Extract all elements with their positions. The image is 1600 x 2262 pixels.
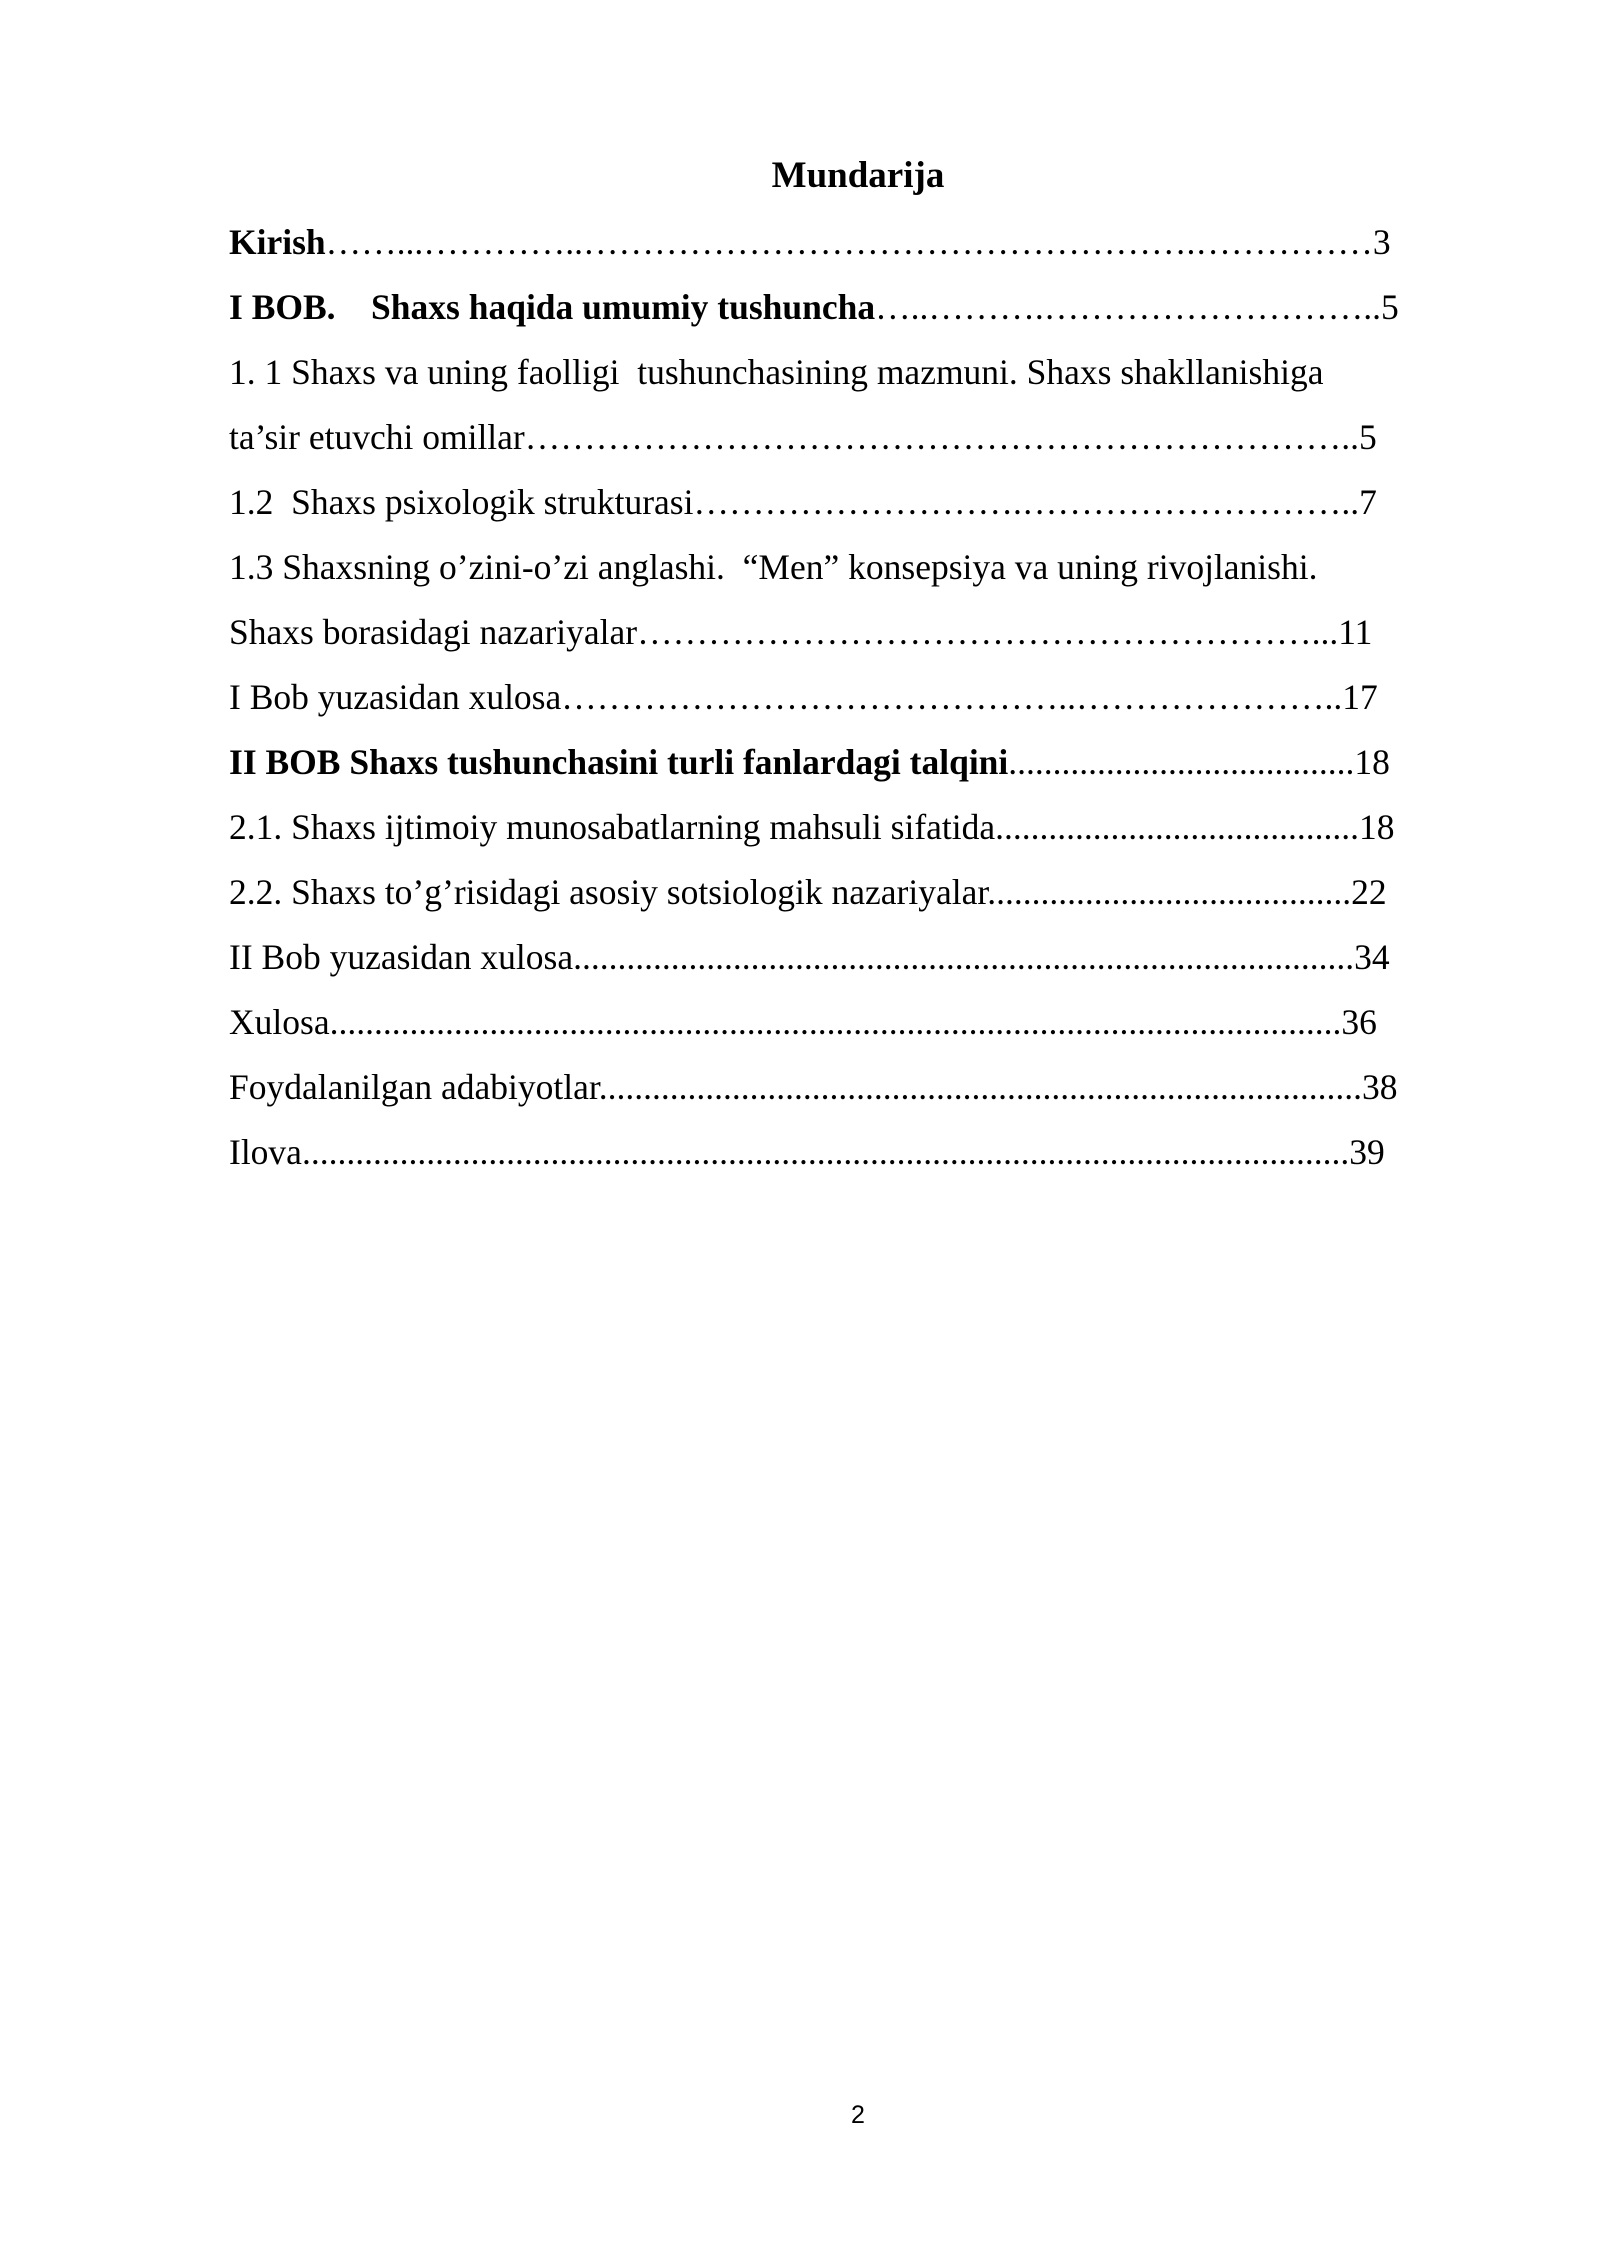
toc-entry-text: II Bob yuzasidan xulosa: [229, 937, 574, 977]
toc-title: Mundarija: [771, 155, 945, 196]
toc-entry-section-1-1: [229, 340, 1489, 405]
toc-entry-conclusion: [229, 990, 1489, 1055]
toc-entry-text: Xulosa: [229, 1002, 330, 1042]
toc-entry-text: II BOB Shaxs tushunchasini turli fanlardagi talqini: [229, 742, 1009, 782]
toc-entry-leader: ..................................................................................................................: [329, 1002, 1342, 1042]
toc-entry-leader: .........................................: [987, 872, 1352, 912]
toc-entry-text: 2.1. Shaxs ijtimoiy munosabatlarning mahsuli sifatida: [229, 807, 996, 847]
toc-entry-leader: ......................................................................................: [598, 1067, 1362, 1107]
toc-entry-section-2-2: [229, 860, 1489, 925]
toc-entry-section-1-3: [229, 535, 1489, 600]
toc-entry-chapter-1: [229, 275, 1489, 340]
toc-entry-section-1-1-continued: [229, 405, 1489, 470]
toc-entry-page: 7: [1359, 482, 1377, 522]
toc-entry-references: [229, 1055, 1489, 1120]
toc-entry-text: 1.3 Shaxsning o’zini-o’zi anglashi. “Men” konsepsiya va uning rivojlanishi.: [229, 547, 1318, 587]
toc-entry-page: 38: [1361, 1067, 1398, 1107]
toc-entry-leader: ......................................................................................................................: [301, 1132, 1350, 1172]
toc-entry-text: Kirish: [229, 222, 326, 262]
toc-entry-page: 18: [1359, 807, 1395, 847]
toc-entry-text: 1.2 Shaxs psixologik strukturasi: [229, 482, 694, 522]
toc-entry-leader: ……………………………………………………………..: [524, 417, 1360, 457]
toc-entry-kirish: [229, 210, 1489, 275]
toc-entry-leader: ……………………………………..…………………..: [561, 677, 1343, 717]
toc-entry-section-1-2: [229, 470, 1489, 535]
toc-entry-chapter-1-conclusion: [229, 665, 1489, 730]
toc-entry-page: 17: [1342, 677, 1378, 717]
toc-entry-text: ta’sir etuvchi omillar: [229, 417, 525, 457]
toc-entry-page: 3: [1372, 222, 1391, 262]
toc-entry-text: Shaxs borasidagi nazariyalar: [229, 612, 638, 652]
toc-entry-text: 1. 1 Shaxs va uning faolligi tushunchasining mazmuni. Shaxs shakllanishiga: [229, 352, 1324, 392]
toc-entry-page: 11: [1338, 612, 1373, 652]
toc-entry-page: 5: [1359, 417, 1377, 457]
toc-entry-page: 36: [1341, 1002, 1377, 1042]
toc-entry-page: 39: [1349, 1132, 1385, 1172]
toc-entry-page: 34: [1354, 937, 1390, 977]
toc-entry-text: Foydalanilgan adabiyotlar: [229, 1067, 599, 1107]
page-number: 2: [851, 2101, 865, 2129]
toc-entry-page: 18: [1354, 742, 1390, 782]
toc-entry-chapter-2-conclusion: [229, 925, 1489, 990]
toc-entry-text: Ilova: [229, 1132, 302, 1172]
toc-entry-leader: ……………………….………………………..: [693, 482, 1360, 522]
table-of-contents: [229, 210, 1489, 1185]
toc-entry-page: 5: [1381, 287, 1399, 327]
toc-entry-chapter-2: [229, 730, 1489, 795]
toc-entry-page: 22: [1351, 872, 1387, 912]
toc-entry-leader: ........................................................................................: [573, 937, 1355, 977]
toc-entry-text: I BOB. Shaxs haqida umumiy tushuncha: [229, 287, 876, 327]
toc-entry-leader: …………………………………………………...: [637, 612, 1339, 652]
toc-entry-section-1-3-continued: [229, 600, 1489, 665]
toc-entry-leader: .......................................: [1008, 742, 1355, 782]
toc-entry-leader: ……...…………..…………………………………………….……………: [325, 222, 1373, 262]
toc-entry-text: I Bob yuzasidan xulosa: [229, 677, 562, 717]
toc-entry-text: 2.2. Shaxs to’g’risidagi asosiy sotsiologik nazariyalar: [229, 872, 988, 912]
toc-entry-leader: …..……….………………………..: [875, 287, 1382, 327]
toc-entry-leader: .........................................: [995, 807, 1360, 847]
toc-entry-section-2-1: [229, 795, 1489, 860]
toc-entry-appendix: [229, 1120, 1489, 1185]
